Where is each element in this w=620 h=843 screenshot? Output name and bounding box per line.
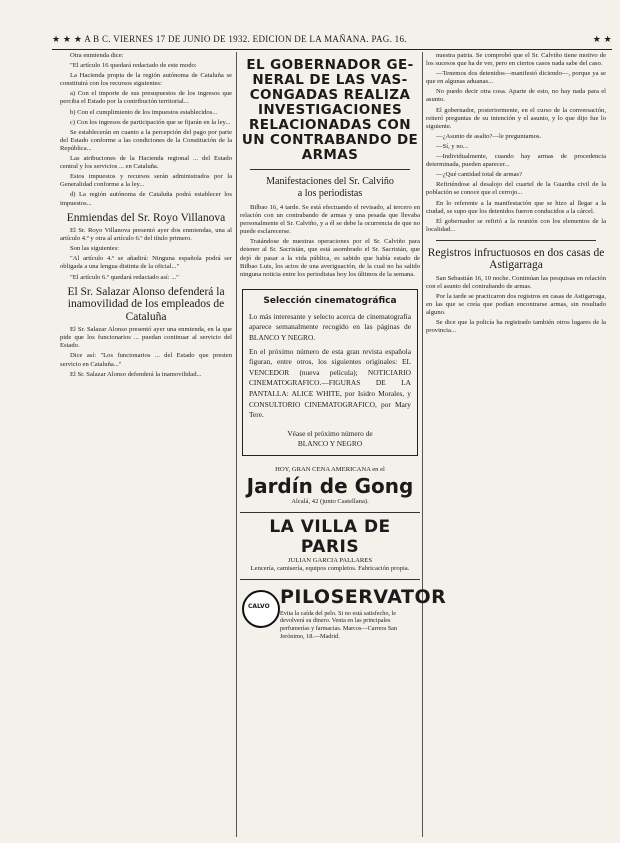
page-header — [52, 34, 612, 48]
ad-piloservator — [240, 579, 447, 650]
article-paragraph: "El artículo 6.º quedará redactado así: ..." — [70, 273, 179, 281]
column-right — [426, 52, 606, 837]
subheadline — [240, 176, 420, 200]
headline-line: UN CONTRABANDO DE — [241, 132, 419, 148]
article-paragraph: No puedo decir otra cosa. Aparte de esto, no hay nada para el asunto. — [426, 88, 606, 104]
section-divider — [436, 240, 596, 241]
article-paragraph: El Sr. Salazar Alonso defenderá la inamovilidad... — [70, 370, 202, 378]
ad-gong-name: Jardín de Gong — [246, 473, 414, 498]
article-paragraph: Por la tarde se practicaron dos registros en casas de Astigarraga, en las que se creía que podían encontrarse armas, sin resultado alguno. — [426, 293, 606, 317]
header-text: ★ ★ ★ A B C. VIERNES 17 DE JUNIO DE 1932. EDICION DE LA MAÑANA. PAG. 16. — [52, 34, 407, 44]
ad-paris-address: Lencería, camisería, equipos completos. Fabricación propia. — [250, 564, 410, 572]
headline-line: EL GOBERNADOR GE- — [246, 57, 414, 73]
piloservator-logo — [242, 590, 280, 628]
column-divider-1 — [236, 52, 237, 837]
article-paragraph: Se dice que la policía ha registrado también otros lugares de la provincia... — [426, 319, 606, 335]
article-paragraph: —Tenemos dos detenidos—manifestó diciendo—, porque ya se que en algunas aduanas... — [426, 70, 606, 86]
header-rule — [52, 49, 612, 50]
column-center — [240, 52, 447, 837]
article-paragraph: Las atribuciones de la Hacienda regional ... del Estado central y los servicios ... en Cataluña. — [60, 155, 232, 171]
ad-pilo-brand: PILOSERVATOR — [280, 585, 447, 608]
article-paragraph: Dice así: "Los funcionarios ... del Estado que presten servicio en Cataluña..." — [60, 352, 232, 368]
ad-cinema-foot-2: BLANCO Y NEGRO — [297, 438, 363, 448]
article-paragraph: b) Con el cumplimiento de los impuestos establecidos... — [70, 108, 218, 116]
ad-cinema-foot-1: Véase el próximo número de — [287, 428, 373, 438]
headline-line: CONGADAS REALIZA — [249, 87, 411, 103]
ad-cinema-text: En el próximo número de esta gran revista española figuran, entre otros, los siguientes originales: EL VENCEDOR (nueva película); NOTICIARIO CINEMATOGRAFICO.—FIGURAS DE LA PANTALLA: ALICE WHITE, por Isidro Morales, y CONSULTORIO CINEMATOGRAFICO, por Mary Tere. — [249, 346, 411, 420]
article-paragraph: c) Con los ingresos de participación que se fijarán en la ley... — [70, 118, 231, 126]
article-paragraph: Tratándose de nuestras operaciones por el Sr. Calviño para detener al Sr. Sacristán, que está asombrado el Sr. Sacristán, que dejó de pasar a la vida pública, es sabido que había estado de Bilbao Luis, los actos de una averiguación, de la cual no ha salido ninguna noticia entre los periodistas hoy los últimos de la semana. — [240, 238, 420, 278]
headline-line: NERAL DE LAS VAS- — [252, 72, 408, 88]
headline-registros: Registros infructuosos en dos casas de Astigarraga — [427, 246, 605, 272]
ad-gong-kicker: HOY, GRAN CENA AMERICANA en el — [275, 465, 385, 473]
ad-paris-owner: JULIAN GARCIA PALLARES — [287, 556, 373, 564]
headline-line: INVESTIGACIONES — [257, 102, 403, 118]
article-paragraph: a) Con el importe de sus presupuestos de los ingresos que perciba el Estado por la contribución territorial... — [60, 90, 232, 106]
article-paragraph: San Sebastián 16, 10 noche. Continúan las pesquisas en relación con el asunto del contrabando de armas. — [426, 274, 606, 290]
ad-pilo-desc: Evita la caída del pelo. Si no está satisfecho, le devolverá su dinero. Venta en las principales perfumerías y farmacias. Marcos—Carrera San Jerónimo, 18.—Madrid. — [280, 609, 397, 640]
article-paragraph: Son las siguientes: — [70, 245, 120, 253]
article-paragraph: nuestra patria. Se comprobó que el Sr. Calviño tiene motivo de los sucesos que ha de ver, pero en ciertos casos nada sabe del caso. — [426, 52, 606, 68]
article-paragraph: —Individualmente, cuando hay armas de procedencia determinada, pueden aparecer... — [426, 153, 606, 169]
headline-salazar-alonso: El Sr. Salazar Alonso defenderá la inamovilidad de los empleados de Cataluña — [67, 285, 225, 323]
headline-divider — [250, 169, 410, 170]
article-paragraph: Refiriéndose al desalojo del cuartel de la Guardia civil de la población se conoce que el cerrojo... — [426, 181, 606, 197]
article-paragraph: —¿Qué cantidad total de armas? — [436, 171, 523, 179]
ad-gong-address: Alcalá, 42 (junto Castellana). — [291, 497, 369, 505]
article-paragraph: En lo referente a la manifestación que se hizo al llegar a la ciudad, se supo que los detenidos fueron conducidos a la cárcel. — [426, 199, 606, 215]
column-left — [60, 52, 232, 837]
ad-cinema-title: Selección cinematográfica — [263, 295, 397, 306]
headline-line: ARMAS — [301, 147, 359, 163]
ad-cinema-box — [242, 289, 418, 456]
article-paragraph: Se establecerán en cuanto a la percepción del pago por parte del Estado conforme a las condiciones de la Constitución de la República... — [60, 128, 232, 152]
article-paragraph: Otra enmienda dice: — [70, 52, 124, 59]
article-paragraph: Estos impuestos y recursos serán administrados por la Generalidad conforme a la ley... — [60, 173, 232, 189]
main-headline — [240, 58, 420, 163]
article-paragraph: La Hacienda propia de la región autónoma de Cataluña se constituirá con los recursos siguientes: — [60, 72, 232, 88]
article-paragraph: "Al artículo 4.º se añadirá: Ninguna española podrá ser obligada a una lengua distinta de la oficial..." — [60, 255, 232, 271]
article-paragraph: El Sr. Salazar Alonso presentó ayer una enmienda, en la que pide que los funcionarios ... puedan continuar al servicio del Estado. — [60, 326, 232, 350]
article-paragraph: El Sr. Royo Villanova presentó ayer dos enmiendas, una al artículo 4.º y otra al artículo 6.º del título primero. — [60, 227, 232, 243]
article-paragraph: —¿Asunto de asalto?—le preguntamos. — [436, 132, 542, 140]
article-paragraph: d) La región autónoma de Cataluña podrá establecer los impuestos... — [60, 191, 232, 207]
article-paragraph: "El artículo 16 quedará redactado de este modo: — [70, 62, 197, 70]
article-paragraph: —Sí, y no... — [436, 142, 468, 150]
subheadline-line-1: Manifestaciones del Sr. Calviño — [266, 176, 394, 187]
headline-royo-villanova: Enmiendas del Sr. Royo Villanova — [66, 211, 226, 224]
article-paragraph: Bilbao 16, 4 tarde. Se está efectuando el revisado, al tercero en relación con un contrabando de armas y una pesada que llevaba personalmente el Sr. Calviño, y a él se debe la ocurrencia de que no puede esclarecerse. — [240, 204, 420, 236]
article-paragraph: El gobernador se refirió a la reunión con los elementos de la localidad... — [426, 217, 606, 233]
article-paragraph: El gobernador, posteriormente, en el curso de la conversación, reiteró preguntas de su intención y el asunto, y lo que dijo fue lo siguiente. — [426, 106, 606, 130]
subheadline-line-2: a los periodistas — [297, 188, 363, 199]
header-marker: ★ ★ — [592, 34, 612, 44]
column-divider-2 — [422, 52, 423, 837]
ad-paris-name: LA VILLA DE PARIS — [269, 516, 391, 557]
ad-cinema-foot — [249, 429, 411, 449]
headline-line: RELACIONADAS CON — [249, 117, 411, 133]
ad-cinema-text: Lo más interesante y selecto acerca de cinematografía aparece semanalmente recogido en las páginas de BLANCO Y NEGRO. — [249, 311, 411, 343]
ad-jardin-gong — [240, 466, 420, 506]
piloservator-logo-text: CALVO — [248, 602, 270, 610]
ad-villa-paris — [240, 512, 420, 573]
